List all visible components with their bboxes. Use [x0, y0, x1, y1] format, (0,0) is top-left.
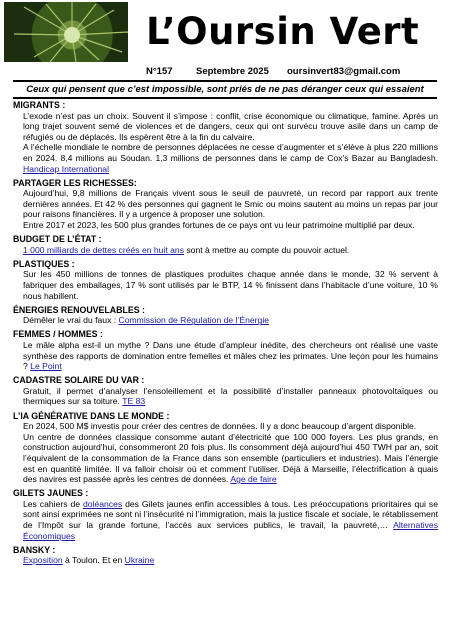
paragraph: Entre 2017 et 2023, les 500 plus grandes fortunes de ce pays ont vu leur patrimoine multiplié par deux. [23, 220, 415, 231]
sea-urchin-photo [4, 2, 128, 62]
paragraph-text: Gratuit, il permet d’analyser l’ensoleillement et la possibilité d’installer panneaux photovoltaïques ou thermiques sur sa toiture. [23, 385, 438, 407]
section-body [13, 340, 438, 372]
issue-date: Septembre 2025 [196, 66, 269, 77]
paragraph [23, 142, 438, 174]
section-heading: ÉNERGIES RENOUVELABLES : [13, 304, 145, 315]
section-energies-renouvelables [13, 305, 438, 326]
section-body [13, 315, 438, 326]
section-cadastre-solaire [13, 375, 438, 407]
paragraph-text: Le mâle alpha est-il un mythe ? Dans une étude d’ampleur inédite, des chercheurs ont réalisé une vaste synthèse des rapports de domination entre femelles et mâles chez les primates. Une leçon pour les humains ? [23, 339, 438, 372]
newsletter-content [13, 100, 438, 569]
paragraph [23, 432, 438, 485]
section-heading: CADASTRE SOLAIRE DU VAR : [13, 375, 145, 386]
section-partager-richesses [13, 178, 438, 231]
contact-email: oursinvert83@gmail.com [287, 66, 401, 77]
section-body [13, 421, 438, 485]
paragraph-text: sont à mettre au compte du pouvoir actuel. [184, 244, 350, 255]
paragraph: L’exode n’est pas un choix. Souvent il s’impose : conflit, crise économique ou climatique, famine. Après un long trajet souvent semé de violences et de dangers, ceux qui ont survécu trouve asile dans un camp de réfugiés ou de déplacés. Ils espèrent être à la fin du calvaire. [23, 110, 438, 142]
section-heading: L’IA GÉNÉRATIVE DANS LE MONDE : [13, 410, 170, 421]
paragraph-text: Un centre de données classique consomme autant d’électricité que 100 000 foyers. Les plus grands, en construction aujourd’hui, consommeront 20 fois plus. Ils consomment déjà aujourd’hui 450 TWH par an, soit l’équivalent de la consommation de la France dans son ensemble (particuliers et industries). Mais l’énergie est en quantité limitée. Il va falloir choisir où et comment l’utiliser. Déjà à Marseille, l’électrification à quais des navires est passée après les centres de données. [23, 431, 438, 485]
section-migrants [13, 100, 438, 174]
link-age-de-faire[interactable]: Age de faire [230, 474, 277, 485]
section-body [13, 111, 438, 175]
section-bansky [13, 545, 438, 566]
paragraph-text: A l’échelle mondiale le nombre de personnes déplacées ne cesse d’augmenter et s’élève à plus 220 millions en 2024. 8,4 millions au Soudan. 1,3 millions de personnes dans le camp de Cox’s Bazar au Bangladesh. [23, 142, 438, 163]
section-budget [13, 234, 438, 255]
section-heading: PLASTIQUES : [13, 258, 75, 269]
section-heading: BANSKY : [13, 544, 56, 555]
tagline: Ceux qui pensent que c’est impossible, sont priés de ne pas déranger ceux qui essaient [26, 84, 424, 95]
link-ukraine[interactable]: Ukraine [124, 555, 155, 566]
section-heading: BUDGET DE L’ÉTAT : [13, 234, 102, 245]
paragraph-text: Les cahiers de [23, 498, 83, 509]
issue-number: N°157 [146, 66, 173, 77]
newsletter-title: L’Oursin Vert [146, 10, 420, 53]
link-handicap-international[interactable]: Handicap International [23, 163, 109, 174]
paragraph-text: à Toulon. Et en [62, 555, 125, 566]
section-ia-generative [13, 411, 438, 485]
section-body [13, 188, 438, 230]
header-divider [13, 80, 437, 82]
paragraph: Sur les 450 millions de tonnes de plastiques produites chaque année dans le monde, 32 % servent à fabriquer des emballages, 17 % sont utilisés par le BTP, 14 % finissent dans l’habitacle d’une voiture, 10 % nous habillent. [23, 269, 438, 301]
paragraph: En 2024, 500 M$ investis pour créer des centres de données. Il y a donc beaucoup d’argent disponible. [23, 421, 417, 432]
section-heading: GILETS JAUNES : [13, 488, 89, 499]
tagline-divider [13, 97, 437, 99]
link-cre[interactable]: Commission de Régulation de l’Énergie [118, 315, 270, 326]
paragraph-text: Démêler le vrai du faux : [23, 315, 119, 326]
section-femmes-hommes [13, 329, 438, 371]
section-body [13, 499, 438, 541]
section-body [13, 386, 438, 407]
section-gilets-jaunes [13, 488, 438, 541]
link-doleances[interactable]: doléances [82, 498, 123, 509]
link-le-point[interactable]: Le Point [30, 361, 62, 372]
section-heading: FEMMES / HOMMES : [13, 329, 103, 340]
section-plastiques [13, 259, 438, 301]
section-body [13, 245, 438, 256]
paragraph-text: des Gilets jaunes enfin accessibles à tous. Les préoccupations prioritaires qui se sont ainsi exprimées ne sont ni l’insécurité ni l’immigration, mais la justice fiscale et sociale, le rétablissement de l’Impôt sur la grande fortune, l’accès aux services publics, le travail, la pauvreté,… [23, 498, 438, 530]
link-te83[interactable]: TE 83 [122, 396, 146, 407]
link-exposition[interactable]: Exposition [23, 555, 63, 566]
section-heading: MIGRANTS : [13, 100, 66, 110]
paragraph: Aujourd’hui, 9,8 millions de Français vivent sous le seuil de pauvreté, un record par rapport aux trente dernières années. Et 42 % des personnes qui gagnent le Smic ou moins sautent au moins un repas par jour pour raisons financières. Il y a urgence à proposer une solution. [23, 188, 438, 220]
link-dettes[interactable]: 1 000 milliards de dettes créés en huit ans [23, 244, 184, 255]
section-body [13, 555, 438, 566]
section-heading: PARTAGER LES RICHESSES: [13, 177, 137, 188]
link-alternatives-economiques[interactable]: Alternatives Économiques [23, 519, 438, 541]
